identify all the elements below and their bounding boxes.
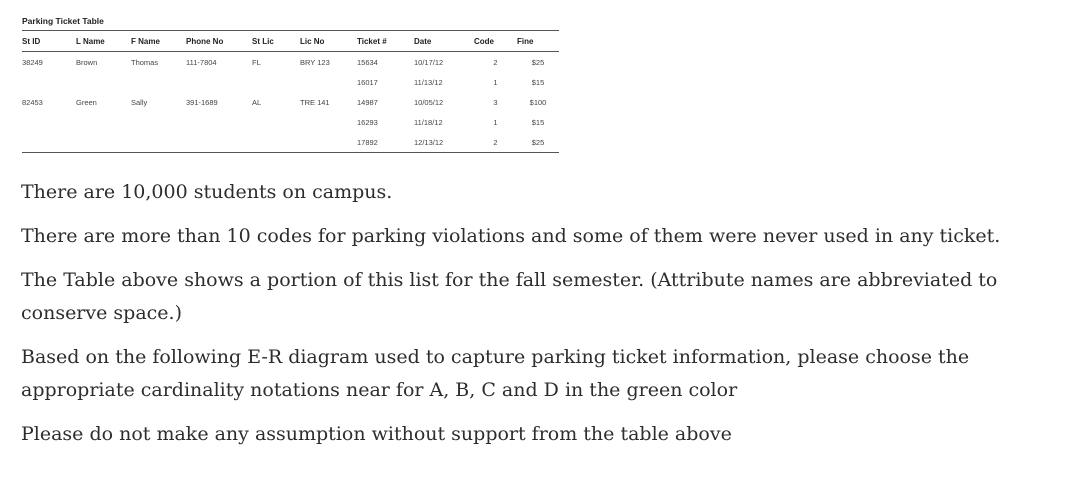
col-header-code: Code [474,31,517,52]
cell-l-name [76,132,131,153]
cell-date: 10/17/12 [414,57,444,67]
col-header-f-name: F Name [131,31,186,52]
cell-st-id [22,112,76,132]
cell-phone-no: 111-7804 [186,57,217,67]
question-text [21,176,1021,462]
cell-date: 11/18/12 [414,117,443,127]
cell-f-name: Thomas [131,57,159,67]
cell-st-id [22,72,76,92]
paragraph-table-description: The Table above shows a portion of this list for the fall semester. (Attribute names are abbreviated to conserve space.) [21,269,998,324]
cell-st-id: 38249 [22,57,43,67]
cell-phone-no: 391-1689 [186,97,218,107]
cell-ticket-no: 16293 [357,117,378,127]
cell-code: 2 [474,132,517,153]
table-row [22,52,559,73]
parking-ticket-table-figure [22,14,559,153]
cell-st-id [22,132,76,153]
cell-fine: $15 [531,77,545,87]
cell-st-id: 82453 [22,97,43,107]
cell-lic-no [300,112,357,132]
table-header-row [22,31,559,52]
cell-fine: $25 [517,132,559,153]
table-title: Parking Ticket Table [22,16,104,26]
cell-lic-no: BRY 123 [300,57,330,67]
cell-st-lic [252,132,300,153]
cell-phone-no [186,72,252,92]
paragraph-student-count: There are 10,000 students on campus. [21,181,393,203]
cell-date: 11/13/12 [414,77,443,87]
cell-fine: $25 [531,57,545,67]
col-header-fine: Fine [517,31,559,52]
cell-l-name [76,72,131,92]
col-header-phone-no: Phone No [186,31,252,52]
cell-phone-no [186,132,252,153]
cell-ticket-no: 16017 [357,77,378,87]
cell-l-name: Green [76,97,97,107]
col-header-st-id: St ID [22,31,76,52]
paragraph-no-assumptions: Please do not make any assumption without support from the table above [21,423,732,445]
cell-fine: $15 [531,117,545,127]
cell-code: 2 [493,57,498,67]
paragraph-violation-codes: There are more than 10 codes for parking violations and some of them were never used in any ticket. [21,225,1001,247]
cell-date: 12/13/12 [414,132,474,153]
col-header-date: Date [414,31,474,52]
cell-ticket-no: 17892 [357,132,414,153]
cell-date: 10/05/12 [414,97,444,107]
cell-f-name: Sally [131,97,148,107]
cell-code: 3 [493,97,498,107]
cell-code: 1 [493,117,498,127]
parking-ticket-table [22,30,559,153]
cell-st-lic: AL [252,97,262,107]
cell-f-name [131,132,186,153]
cell-phone-no [186,112,252,132]
col-header-lic-no: Lic No [300,31,357,52]
table-row [22,92,559,112]
col-header-ticket-no: Ticket # [357,31,414,52]
cell-f-name [131,72,186,92]
cell-code: 1 [493,77,498,87]
cell-f-name [131,112,186,132]
cell-l-name [76,112,131,132]
cell-ticket-no: 15634 [357,57,378,67]
cell-st-lic [252,72,300,92]
cell-lic-no [300,72,357,92]
col-header-st-lic: St Lic [252,31,300,52]
cell-ticket-no: 14987 [357,97,378,107]
cell-fine: $100 [529,97,547,107]
cell-lic-no: TRE 141 [300,97,330,107]
cell-st-lic: FL [252,57,261,67]
table-row [22,72,559,92]
col-header-l-name: L Name [76,31,131,52]
cell-lic-no [300,132,357,153]
cell-st-lic [252,112,300,132]
table-row [22,112,559,132]
table-row [22,132,559,153]
paragraph-er-diagram-instruction: Based on the following E-R diagram used to capture parking ticket information, please choose the appropriate cardinality notations near for A, B, C and D in the green color [21,346,970,401]
cell-l-name: Brown [76,57,98,67]
